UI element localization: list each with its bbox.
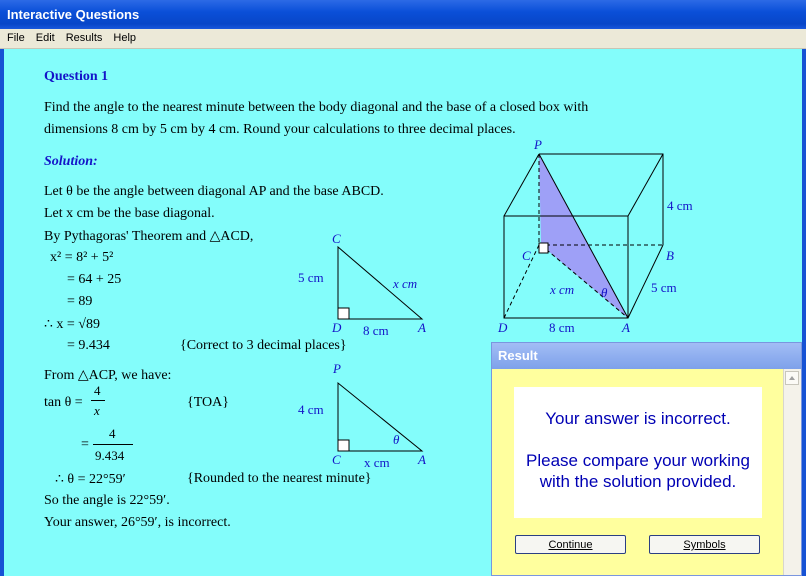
tri1-label-c: C	[332, 231, 341, 246]
solution-line-6: Your answer, 26°59′, is incorrect.	[44, 515, 231, 530]
tri2-label-c: C	[332, 452, 341, 467]
working-step-5: = 9.434	[67, 338, 110, 353]
tri1-side-da: 8 cm	[363, 323, 389, 338]
result-message-2: Please compare your working	[526, 451, 750, 470]
box-label-b: B	[666, 248, 674, 263]
tan-step-numerator: 4	[109, 426, 116, 441]
working-step-2: = 64 + 25	[67, 272, 122, 287]
continue-button[interactable]: Continue	[515, 535, 626, 554]
working-step-5-note: {Correct to 3 decimal places}	[180, 338, 347, 353]
window-title: Interactive Questions	[7, 7, 140, 22]
menu-edit[interactable]: Edit	[35, 32, 55, 44]
box-height: 4 cm	[667, 198, 693, 213]
result-dialog-title: Result	[492, 343, 801, 369]
box-label-d: D	[498, 320, 508, 335]
tri2-label-a: A	[418, 452, 426, 467]
tan-step-denominator: 9.434	[95, 448, 125, 463]
question-line-1: Find the angle to the nearest minute between the body diagonal and the base of a closed box with	[44, 100, 589, 115]
result-message-3: with the solution provided.	[539, 472, 737, 491]
tan-step-equals: =	[81, 437, 89, 452]
tan-equation-left: tan θ =	[44, 395, 83, 410]
working-step-3: = 89	[67, 294, 93, 309]
result-dialog	[491, 342, 802, 576]
solution-line-3: By Pythagoras' Theorem and △ACD,	[44, 229, 254, 244]
tan-fraction-denominator: x	[94, 403, 100, 418]
angle-result: ∴ θ = 22°59′	[55, 472, 126, 487]
result-message-panel	[514, 387, 762, 518]
solution-line-5: So the angle is 22°59′.	[44, 493, 170, 508]
result-message-1: Your answer is incorrect.	[545, 409, 731, 428]
tri2-side-ca: x cm	[364, 455, 390, 470]
question-heading: Question 1	[44, 69, 109, 84]
box-angle: θ	[601, 285, 608, 300]
box-diagonal: x cm	[550, 282, 575, 297]
box-label-p: P	[534, 137, 542, 152]
tri2-label-p: P	[333, 361, 341, 376]
angle-result-note: {Rounded to the nearest minute}	[187, 471, 372, 486]
tri1-hypotenuse: x cm	[393, 276, 418, 291]
solution-line-4: From △ACP, we have:	[44, 368, 172, 383]
tri2-side-pc: 4 cm	[298, 402, 324, 417]
box-length: 8 cm	[549, 320, 575, 335]
scroll-up-button[interactable]	[785, 371, 799, 385]
box-label-a: A	[622, 320, 630, 335]
solution-line-2: Let x cm be the base diagonal.	[44, 206, 215, 221]
solution-heading: Solution:	[44, 154, 98, 169]
working-step-1: x² = 8² + 5²	[50, 250, 114, 265]
solution-line-1: Let θ be the angle between diagonal AP and the base ABCD.	[44, 184, 384, 199]
chevron-up-icon	[789, 376, 795, 380]
working-step-4: ∴ x = √89	[44, 317, 100, 332]
menu-file[interactable]: File	[7, 32, 25, 44]
menu-results[interactable]: Results	[65, 32, 103, 44]
tan-equation-note: {TOA}	[187, 395, 229, 410]
menu-help[interactable]: Help	[113, 32, 137, 44]
box-label-c: C	[522, 248, 531, 263]
tri2-angle: θ	[393, 432, 400, 447]
result-dialog-scrollbar[interactable]	[783, 369, 801, 575]
tri1-label-a: A	[418, 320, 426, 335]
symbols-button[interactable]: Symbols	[649, 535, 760, 554]
box-width: 5 cm	[651, 280, 677, 295]
tan-fraction-numerator: 4	[94, 383, 101, 398]
tri1-side-cd: 5 cm	[298, 270, 324, 285]
question-line-2: dimensions 8 cm by 5 cm by 4 cm. Round your calculations to three decimal places.	[44, 122, 516, 137]
tri1-label-d: D	[332, 320, 342, 335]
